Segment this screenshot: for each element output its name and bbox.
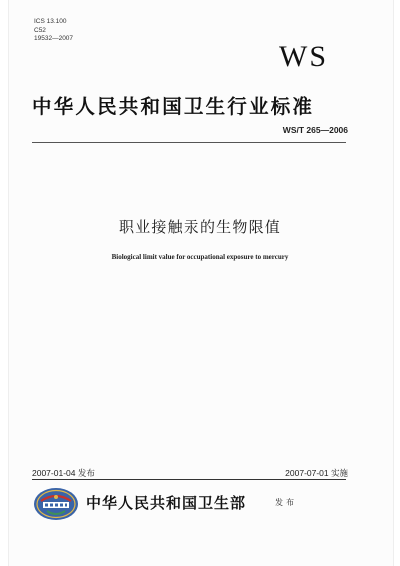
issue-date: 2007-01-04 发布 [32, 468, 95, 478]
document-cover [8, 0, 394, 566]
document-title-en: Biological limit value for occupational exposure to mercury [111, 253, 289, 261]
document-title-cn: 职业接触汞的生物限值 [118, 218, 281, 236]
footer-divider [32, 479, 346, 480]
filing-number: 19532—2007 [34, 35, 74, 42]
header-divider [32, 142, 346, 143]
classification-codes [34, 18, 73, 44]
ics-code: ICS 13.100 [34, 18, 67, 25]
issuing-ministry: 中华人民共和国卫生部 [86, 494, 247, 512]
ccs-code: C52 [34, 26, 46, 34]
publish-label: 发布 [275, 498, 297, 507]
ministry-emblem-icon [33, 487, 79, 521]
standard-mark: WS [279, 40, 328, 73]
standard-number: WS/T 265—2006 [282, 125, 348, 135]
implementation-date: 2007-07-01 实施 [285, 468, 348, 478]
issuer-line: 中华人民共和国卫生行业标准 [32, 95, 315, 118]
